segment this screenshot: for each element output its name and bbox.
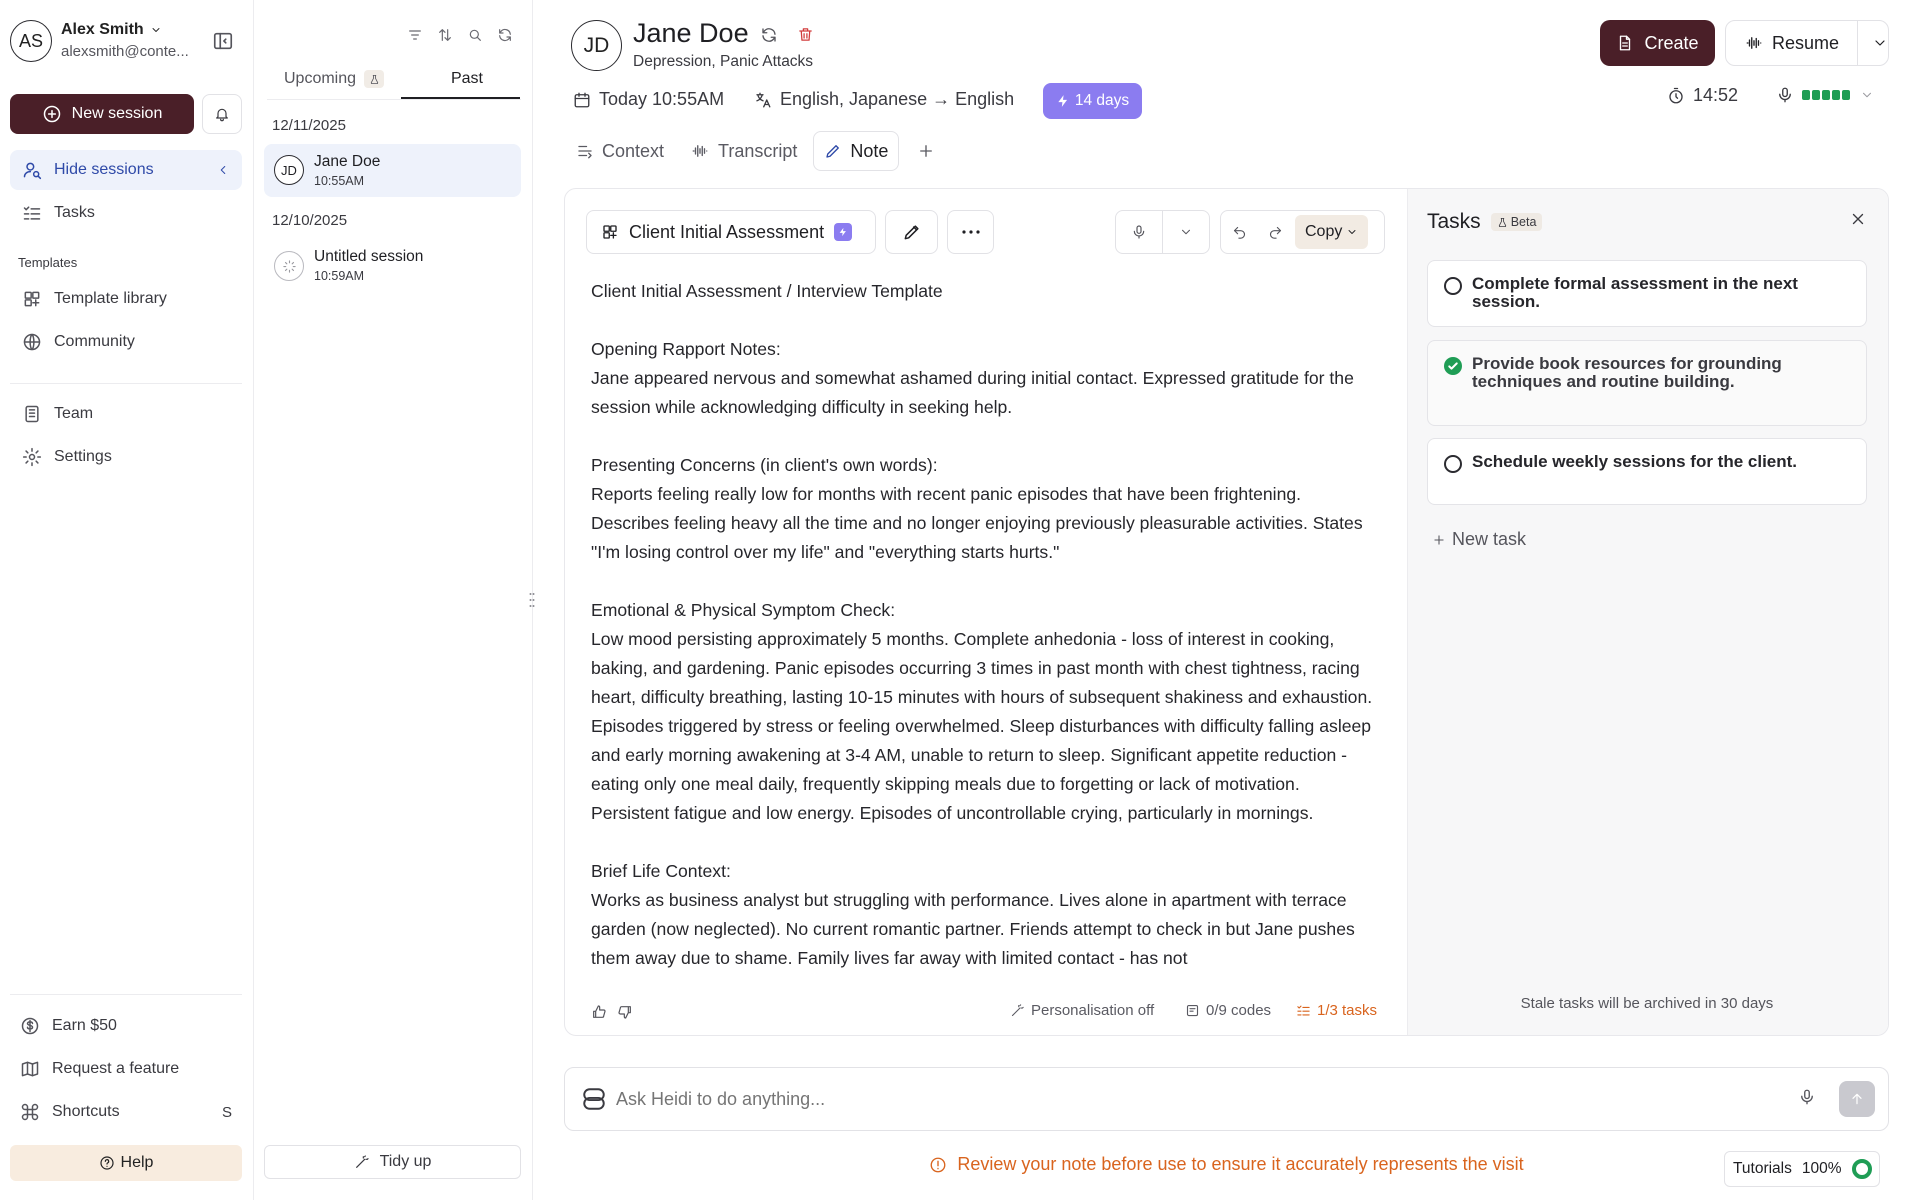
tab-label: Transcript bbox=[718, 140, 798, 161]
microphone-selector[interactable] bbox=[1776, 86, 1874, 104]
user-avatar[interactable] bbox=[10, 20, 52, 62]
note-paragraph: Opening Rapport Notes: Jane appeared nervous and somewhat ashamed during initial contact. Expressed gratitude for the session while acknowledging difficulty in seeking help. bbox=[591, 339, 1354, 417]
tasks-title-label: Tasks bbox=[1427, 210, 1481, 233]
more-options-button[interactable] bbox=[947, 210, 994, 254]
tidy-up-label: Tidy up bbox=[379, 1153, 432, 1170]
dictate-options-button[interactable] bbox=[1163, 225, 1209, 239]
microphone-icon bbox=[1776, 86, 1794, 104]
session-timer bbox=[1667, 85, 1738, 106]
refresh-icon bbox=[497, 27, 513, 43]
sidebar-toggle-icon bbox=[212, 30, 234, 52]
filter-button[interactable] bbox=[407, 27, 425, 45]
sidebar-divider bbox=[10, 383, 242, 384]
alert-circle-icon bbox=[929, 1156, 947, 1174]
microphone-icon bbox=[1131, 224, 1147, 240]
refresh-button[interactable] bbox=[497, 27, 515, 45]
add-tab-button[interactable] bbox=[905, 131, 947, 171]
note-paragraph: Client Initial Assessment / Interview Template bbox=[591, 281, 943, 301]
flask-icon bbox=[1497, 217, 1508, 228]
codes-icon bbox=[1185, 1003, 1200, 1018]
translate-icon bbox=[754, 91, 772, 109]
tasks-count-button[interactable] bbox=[1296, 1002, 1377, 1019]
sidebar-item-hide-sessions[interactable] bbox=[10, 150, 242, 190]
chevron-down-icon[interactable] bbox=[1872, 35, 1888, 51]
plus-icon bbox=[1432, 533, 1446, 547]
sort-button[interactable] bbox=[437, 27, 455, 45]
redo-button[interactable] bbox=[1257, 225, 1293, 240]
timer-label: 14:52 bbox=[1693, 85, 1739, 105]
tutorials-button[interactable] bbox=[1724, 1151, 1880, 1187]
user-search-icon bbox=[22, 160, 42, 180]
sidebar-item-label: Hide sessions bbox=[54, 161, 154, 178]
gear-icon bbox=[22, 447, 42, 467]
ask-bar bbox=[564, 1067, 1889, 1131]
patient-name[interactable]: Jane Doe bbox=[633, 18, 749, 48]
sidebar-item-label: Community bbox=[54, 333, 135, 350]
pencil-icon bbox=[902, 222, 922, 242]
audio-level-icon bbox=[1802, 89, 1852, 101]
document-icon bbox=[1616, 34, 1634, 52]
session-name: Jane Doe bbox=[314, 153, 381, 170]
shortcut-key: S bbox=[221, 1103, 232, 1121]
sidebar-item-template-library[interactable] bbox=[10, 279, 242, 319]
session-date-label: Today 10:55AM bbox=[599, 89, 725, 109]
task-text: Provide book resources for grounding techniques and routine building. bbox=[1472, 354, 1782, 391]
patient-avatar-initials: JD bbox=[583, 33, 610, 57]
session-time: 10:55AM bbox=[314, 174, 365, 188]
session-item-untitled[interactable] bbox=[264, 240, 521, 293]
sidebar-item-tasks[interactable] bbox=[10, 193, 242, 233]
panel-resize-handle[interactable] bbox=[529, 591, 535, 609]
tasks-title bbox=[1427, 210, 1542, 234]
collapse-sidebar-button[interactable] bbox=[212, 30, 234, 52]
bell-icon bbox=[214, 106, 230, 122]
task-checkbox[interactable] bbox=[1444, 277, 1462, 295]
filter-icon bbox=[407, 27, 423, 43]
progress-ring-icon bbox=[1852, 1159, 1872, 1179]
trash-icon bbox=[797, 26, 814, 43]
user-email: alexsmith@conte... bbox=[61, 43, 189, 60]
more-icon bbox=[962, 230, 980, 234]
sidebar-divider bbox=[10, 994, 242, 995]
command-icon bbox=[20, 1102, 40, 1122]
lightning-icon bbox=[834, 223, 852, 241]
template-icon bbox=[601, 223, 619, 241]
tutorials-label: Tutorials bbox=[1733, 1160, 1792, 1177]
history-copy-group bbox=[1220, 210, 1385, 254]
task-item[interactable] bbox=[1427, 340, 1867, 426]
session-list-panel bbox=[255, 0, 533, 1200]
user-name[interactable] bbox=[61, 21, 162, 39]
waveform-icon bbox=[690, 142, 710, 160]
beta-label: Beta bbox=[1510, 215, 1537, 229]
search-icon bbox=[467, 27, 483, 43]
days-badge-label: 14 days bbox=[1074, 92, 1130, 109]
session-item-jane-doe[interactable] bbox=[264, 144, 521, 197]
language-selector[interactable] bbox=[754, 89, 1014, 110]
heidi-logo-icon bbox=[581, 1086, 607, 1112]
stopwatch-icon bbox=[1667, 87, 1685, 105]
personalisation-label: Personalisation off bbox=[1031, 1002, 1155, 1019]
tasks-count-label: 1/3 tasks bbox=[1317, 1002, 1378, 1019]
tidy-up-button[interactable] bbox=[264, 1145, 521, 1179]
task-text: Complete formal assessment in the next session. bbox=[1472, 274, 1798, 311]
session-avatar: JD bbox=[274, 155, 304, 185]
review-notice bbox=[564, 1154, 1889, 1175]
template-library-icon bbox=[22, 289, 42, 309]
session-group-date: 12/10/2025 bbox=[272, 212, 348, 229]
session-group-date: 12/11/2025 bbox=[272, 117, 346, 134]
sidebar-item-team[interactable] bbox=[10, 394, 242, 434]
patient-conditions[interactable]: Depression, Panic Attacks bbox=[633, 53, 814, 70]
new-task-label: New task bbox=[1452, 529, 1527, 549]
help-label: Help bbox=[120, 1154, 154, 1171]
tab-label: Context bbox=[602, 140, 665, 161]
ask-input[interactable] bbox=[616, 1082, 1716, 1116]
sync-icon bbox=[760, 26, 778, 44]
review-notice-text: Review your note before use to ensure it accurately represents the visit bbox=[957, 1154, 1524, 1174]
templates-heading: Templates bbox=[18, 255, 78, 270]
session-time: 10:59AM bbox=[314, 269, 365, 283]
redo-icon bbox=[1268, 225, 1283, 240]
codes-button[interactable] bbox=[1185, 1002, 1271, 1019]
sidebar-item-label: Settings bbox=[54, 448, 112, 465]
session-name: Untitled session bbox=[314, 248, 424, 265]
task-checkbox[interactable] bbox=[1444, 455, 1462, 473]
sidebar-item-shortcuts[interactable] bbox=[10, 1092, 242, 1132]
team-icon bbox=[22, 404, 42, 424]
create-label: Create bbox=[1644, 32, 1699, 53]
plus-circle-icon bbox=[42, 104, 62, 124]
pen-icon bbox=[824, 142, 842, 160]
help-button[interactable] bbox=[10, 1145, 242, 1181]
copy-label: Copy bbox=[1305, 223, 1343, 240]
task-item[interactable] bbox=[1427, 260, 1867, 327]
template-name: Client Initial Assessment bbox=[629, 221, 825, 242]
note-content[interactable] bbox=[591, 277, 1381, 976]
tab-label: Note bbox=[850, 140, 889, 161]
tab-upcoming[interactable] bbox=[284, 70, 384, 88]
sidebar-item-settings[interactable] bbox=[10, 437, 242, 477]
close-icon bbox=[1849, 210, 1867, 228]
note-tabs bbox=[566, 131, 947, 171]
new-session-button[interactable] bbox=[10, 94, 194, 134]
sidebar bbox=[0, 0, 254, 1200]
chevron-down-icon bbox=[1346, 226, 1358, 238]
split-divider bbox=[1857, 20, 1858, 66]
sync-button[interactable] bbox=[760, 26, 778, 44]
sidebar-item-earn[interactable] bbox=[10, 1006, 242, 1046]
tab-transcript[interactable] bbox=[680, 131, 807, 171]
sort-icon bbox=[437, 27, 453, 43]
patient-avatar bbox=[571, 20, 622, 71]
task-text: Schedule weekly sessions for the client. bbox=[1472, 452, 1798, 471]
resume-label: Resume bbox=[1771, 32, 1840, 53]
dictate-button[interactable] bbox=[1116, 224, 1162, 240]
tab-context[interactable] bbox=[566, 131, 674, 171]
loading-icon bbox=[282, 259, 297, 274]
undo-button[interactable] bbox=[1221, 225, 1257, 240]
plus-icon bbox=[917, 142, 935, 160]
help-circle-icon bbox=[99, 1155, 115, 1171]
notifications-button[interactable] bbox=[202, 94, 242, 134]
sidebar-item-label: Request a feature bbox=[52, 1060, 180, 1077]
lightning-icon bbox=[1056, 93, 1070, 109]
tasks-icon bbox=[1296, 1003, 1311, 1018]
note-paragraph: Brief Life Context: Works as business analyst but struggling with performance. Lives alone in apartment with terrace garden (now neglected). No current romantic partner. Friends attempt to check in but Jane pushes them away due to shame. Family lives far away with limited contact - has not bbox=[591, 861, 1355, 968]
sidebar-item-label: Shortcuts bbox=[52, 1103, 120, 1120]
template-selector[interactable] bbox=[586, 210, 876, 254]
magic-wand-icon bbox=[354, 1154, 370, 1170]
sidebar-item-label: Team bbox=[54, 405, 94, 422]
search-sessions-button[interactable] bbox=[467, 27, 485, 45]
create-button[interactable] bbox=[1600, 20, 1715, 66]
flask-icon bbox=[364, 70, 384, 88]
sidebar-item-label: Template library bbox=[54, 290, 167, 307]
tutorials-percent: 100% bbox=[1801, 1160, 1842, 1177]
delete-button[interactable] bbox=[797, 26, 814, 43]
new-session-label: New session bbox=[71, 105, 163, 122]
new-task-button[interactable] bbox=[1432, 529, 1526, 550]
tab-note[interactable] bbox=[813, 131, 899, 171]
avatar-initials: AS bbox=[18, 30, 43, 51]
send-button[interactable] bbox=[1839, 1081, 1875, 1117]
tab-upcoming-label: Upcoming bbox=[284, 70, 357, 87]
dollar-icon bbox=[20, 1016, 40, 1036]
check-icon bbox=[1444, 357, 1462, 375]
session-avatar bbox=[274, 251, 304, 281]
task-item[interactable] bbox=[1427, 438, 1867, 505]
thumbs-down-icon[interactable] bbox=[617, 1004, 633, 1020]
tabs-divider bbox=[267, 99, 521, 100]
context-icon bbox=[576, 142, 594, 160]
copy-button[interactable] bbox=[1295, 215, 1368, 249]
tasks-icon bbox=[22, 203, 42, 223]
close-tasks-button[interactable] bbox=[1849, 210, 1867, 228]
chevron-down-icon bbox=[150, 24, 162, 36]
edit-template-button[interactable] bbox=[885, 210, 938, 254]
days-badge[interactable] bbox=[1043, 83, 1142, 119]
feedback-group bbox=[591, 1004, 633, 1020]
calendar-icon bbox=[573, 91, 591, 109]
sidebar-item-community[interactable] bbox=[10, 322, 242, 362]
session-date[interactable] bbox=[573, 89, 724, 110]
sidebar-item-label: Tasks bbox=[54, 204, 95, 221]
microphone-icon bbox=[1798, 1088, 1816, 1106]
map-icon bbox=[20, 1059, 40, 1079]
chevron-down-icon bbox=[1860, 88, 1874, 102]
globe-icon bbox=[22, 332, 42, 352]
dictate-group bbox=[1115, 210, 1210, 254]
personalisation-toggle[interactable] bbox=[1010, 1002, 1154, 1019]
ask-voice-button[interactable] bbox=[1798, 1088, 1816, 1106]
user-name-label: Alex Smith bbox=[61, 21, 144, 38]
task-checkbox-checked[interactable] bbox=[1444, 357, 1462, 375]
waveform-icon bbox=[1744, 34, 1764, 52]
sidebar-item-label: Earn $50 bbox=[52, 1017, 117, 1034]
thumbs-up-icon[interactable] bbox=[591, 1004, 607, 1020]
sidebar-item-request-feature[interactable] bbox=[10, 1049, 242, 1089]
chevron-down-icon bbox=[1179, 225, 1193, 239]
magic-wand-icon bbox=[1010, 1003, 1025, 1018]
stale-tasks-note: Stale tasks will be archived in 30 days bbox=[1520, 995, 1774, 1012]
resume-button[interactable] bbox=[1725, 20, 1889, 66]
beta-badge bbox=[1491, 213, 1543, 231]
language-label: English, Japanese → English bbox=[780, 89, 1015, 109]
undo-icon bbox=[1232, 225, 1247, 240]
chevron-left-icon bbox=[216, 163, 230, 177]
note-paragraph: Emotional & Physical Symptom Check: Low mood persisting approximately 5 months. Complete anhedonia - loss of interest in cooking, baking, and gardening. Panic episodes occurring 3 times in past month with chest tightness, racing heart, difficulty breathing, lasting 10-15 minutes with hours of subsequent shakiness and exhaustion. Episodes triggered by stress or feeling overwhelmed. Sleep disturbances with difficulty falling asleep and early morning awakening at 3-4 AM, unable to return to sleep. Significant appetite reduction - eating only one meal daily, frequently skipping meals due to forgetting or lack of motivation. Persistent fatigue and low energy. Episodes of uncontrollable crying, particularly in mornings. bbox=[591, 600, 1373, 823]
note-paragraph: Presenting Concerns (in client's own words): Reports feeling really low for months with recent panic episodes that have been frightening. Describes feeling heavy all the time and no longer enjoying previously pleasurable activities. States "I'm losing control over my life" and "everything starts hurts." bbox=[591, 455, 1363, 562]
tab-past[interactable]: Past bbox=[450, 70, 483, 87]
arrow-up-icon bbox=[1849, 1091, 1865, 1107]
codes-label: 0/9 codes bbox=[1206, 1002, 1272, 1019]
